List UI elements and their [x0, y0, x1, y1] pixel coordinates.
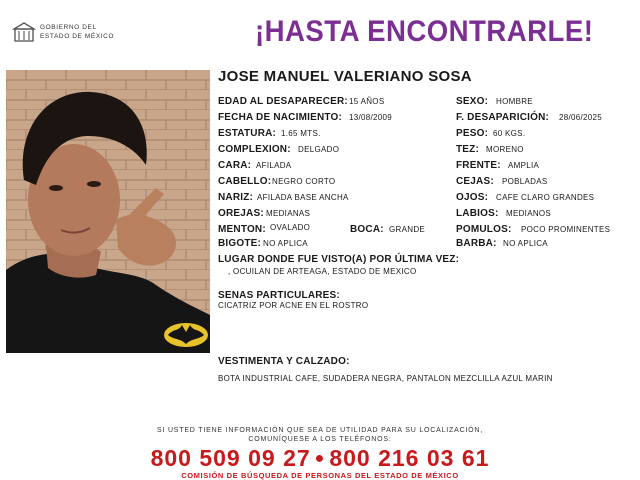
- value-peso: 60 KGS.: [493, 129, 526, 138]
- label-peso: PESO:: [456, 128, 489, 139]
- label-boca: BOCA:: [350, 224, 384, 235]
- label-fecha-nacimiento: FECHA DE NACIMIENTO:: [218, 112, 342, 123]
- value-nariz: AFILADA BASE ANCHA: [257, 193, 349, 202]
- contact-info-line2: COMUNÍQUESE A LOS TELÉFONOS:: [248, 436, 392, 443]
- value-ojos: CAFE CLARO GRANDES: [496, 193, 595, 202]
- value-fecha-nacimiento: 13/08/2009: [349, 113, 393, 122]
- label-cara: CARA:: [218, 160, 252, 171]
- last-seen-label: LUGAR DONDE FUE VISTO(A) POR ÚLTIMA VEZ:: [218, 254, 460, 265]
- value-boca: GRANDE: [389, 225, 426, 234]
- gov-name-line2: ESTADO DE MÉXICO: [40, 33, 115, 40]
- label-cabello: CABELLO:: [218, 176, 272, 187]
- label-labios: LABIOS:: [456, 208, 499, 219]
- label-sexo: SEXO:: [456, 96, 489, 107]
- value-pomulos: POCO PROMINENTES: [521, 225, 611, 234]
- value-orejas: MEDIANAS: [266, 209, 311, 218]
- label-edad: EDAD AL DESAPARECER:: [218, 96, 348, 107]
- value-tez: MORENO: [486, 145, 524, 154]
- value-estatura: 1.65 MTS.: [281, 129, 321, 138]
- label-ojos: OJOS:: [456, 192, 489, 203]
- value-barba: NO APLICA: [503, 239, 548, 248]
- bullet-icon: ●: [314, 450, 326, 467]
- gov-name-line1: GOBIERNO DEL: [40, 24, 97, 31]
- commission-name: COMISIÓN DE BÚSQUEDA DE PERSONAS DEL ESTADO DE MÉXICO: [181, 471, 459, 480]
- label-menton: MENTON:: [218, 224, 266, 235]
- contact-info-line1: SI USTED TIENE INFORMACIÓN QUE SEA DE UTILIDAD PARA SU LOCALIZACIÓN,: [156, 427, 484, 434]
- label-bigote: BIGOTE:: [218, 238, 262, 249]
- label-frente: FRENTE:: [456, 160, 501, 171]
- phone-2[interactable]: 800 216 03 61: [329, 445, 490, 471]
- value-complexion: DELGADO: [298, 145, 340, 154]
- marks-label: SENAS PARTICULARES:: [218, 290, 340, 301]
- label-barba: BARBA:: [456, 238, 497, 249]
- label-orejas: OREJAS:: [218, 208, 264, 219]
- value-cejas: POBLADAS: [502, 177, 548, 186]
- label-nariz: NARIZ:: [218, 192, 254, 203]
- label-complexion: COMPLEXION:: [218, 144, 291, 155]
- value-labios: MEDIANOS: [506, 209, 552, 218]
- value-menton: OVALADO: [270, 223, 311, 232]
- missing-person-photo: [6, 70, 210, 353]
- clothing-label: VESTIMENTA Y CALZADO:: [218, 356, 350, 367]
- last-seen-value: , OCUILAN DE ARTEAGA, ESTADO DE MEXICO: [228, 267, 417, 276]
- value-sexo: HOMBRE: [496, 97, 533, 106]
- person-name: JOSE MANUEL VALERIANO SOSA: [218, 68, 472, 85]
- marks-value: CICATRIZ POR ACNE EN EL ROSTRO: [218, 301, 369, 310]
- label-estatura: ESTATURA:: [218, 128, 277, 139]
- value-bigote: NO APLICA: [263, 239, 308, 248]
- label-tez: TEZ:: [456, 144, 480, 155]
- value-cara: AFILADA: [256, 161, 292, 170]
- gov-logo-icon: [12, 20, 36, 44]
- phone-numbers: [0, 444, 640, 473]
- value-frente: AMPLIA: [508, 161, 540, 170]
- label-cejas: CEJAS:: [456, 176, 494, 187]
- value-cabello: NEGRO CORTO: [272, 177, 336, 186]
- label-pomulos: POMULOS:: [456, 224, 512, 235]
- label-fecha-desaparicion: F. DESAPARICIÓN:: [456, 112, 550, 123]
- value-edad: 15 AÑOS: [349, 97, 385, 106]
- headline: ¡HASTA ENCONTRARLE!: [255, 15, 594, 48]
- value-fecha-desaparicion: 28/06/2025: [559, 113, 603, 122]
- clothing-value: BOTA INDUSTRIAL CAFE, SUDADERA NEGRA, PANTALON MEZCLILLA AZUL MARIN: [218, 374, 553, 383]
- phone-1[interactable]: 800 509 09 27: [150, 445, 311, 471]
